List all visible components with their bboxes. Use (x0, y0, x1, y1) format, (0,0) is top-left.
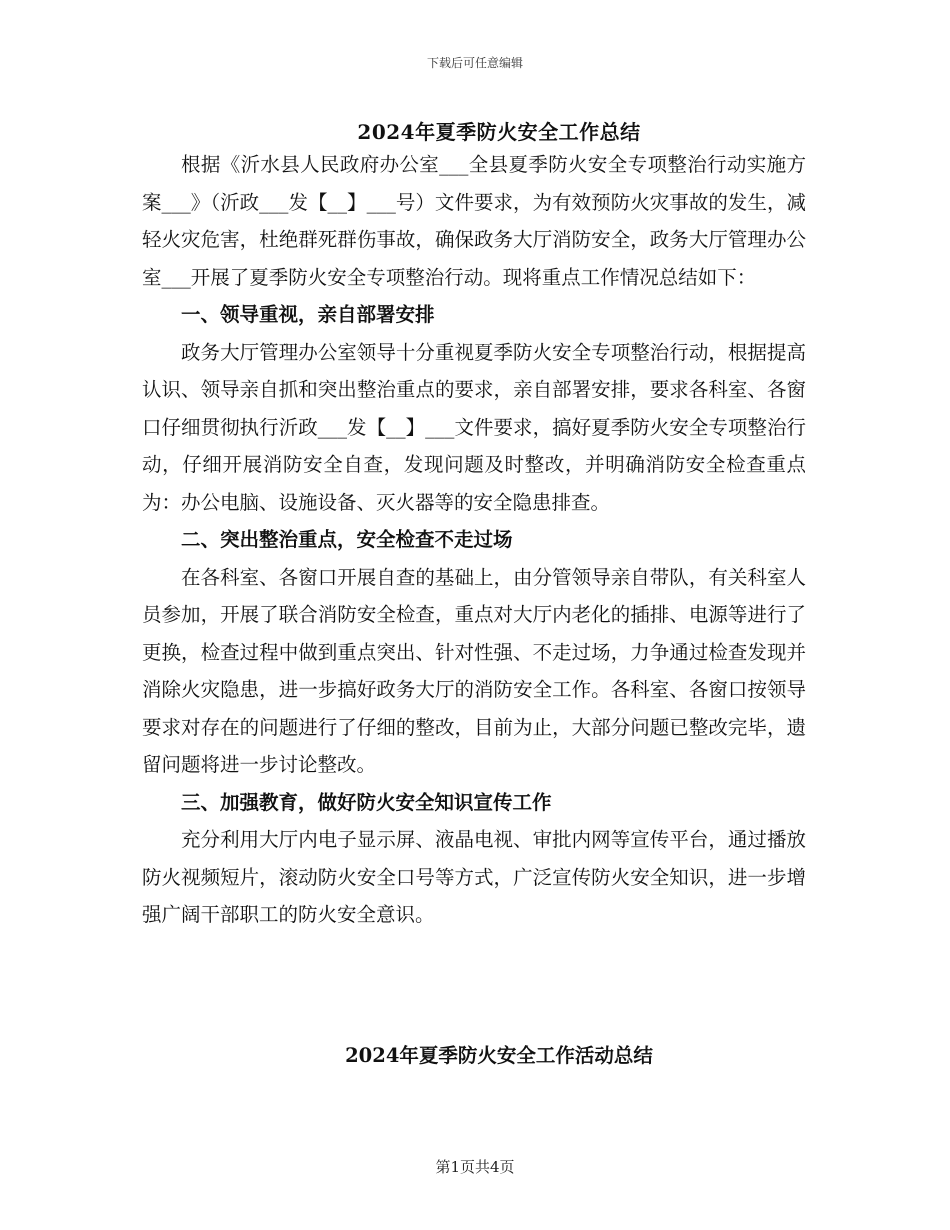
page-number: 第1页共4页 (435, 1158, 515, 1176)
section-heading-3: 三、加强教育，做好防火安全知识宣传工作 (181, 790, 552, 814)
intro-paragraph: 根据《沂水县人民政府办公室___全县夏季防火安全专项整治行动实施方案___》（沂政___发【__】___号）文件要求，为有效预防火灾事故的发生，减轻火灾危害，杜绝群死群伤事故，确保政务大厅消防安全，政务大厅管理办公室___开展了夏季防火安全专项整治行动。现将重点工作情况总结如下： (142, 153, 806, 289)
page-title: 2024年夏季防火安全工作总结 (357, 120, 641, 144)
section-heading-2: 二、突出整治重点，安全检查不走过场 (181, 528, 513, 551)
section-paragraph-3: 充分利用大厅内电子显示屏、液晶电视、审批内网等宣传平台，通过播放防火视频短片，滚动防火安全口号等方式，广泛宣传防火安全知识，进一步增强广阔干部职工的防火安全意识。 (142, 828, 806, 926)
document-body (142, 146, 806, 934)
section-paragraph-2: 在各科室、各窗口开展自查的基础上，由分管领导亲自带队，有关科室人员参加，开展了联合消防安全检查，重点对大厅内老化的插排、电源等进行了更换，检查过程中做到重点突出、针对性强、不走过场，力争通过检查发现并消除火灾隐患，进一步搞好政务大厅的消防安全工作。各科室、各窗口按领导要求对存在的问题进行了仔细的整改，目前为止，大部分问题已整改完毕，遗留问题将进一步讨论整改。 (142, 565, 806, 776)
download-note: 下载后可任意编辑 (426, 56, 523, 70)
section-paragraph-1: 政务大厅管理办公室领导十分重视夏季防火安全专项整治行动，根据提高认识、领导亲自抓和突出整治重点的要求，亲自部署安排，要求各科室、各窗口仔细贯彻执行沂政___发【__】___文件要求，搞好夏季防火安全专项整治行动，仔细开展消防安全自查，发现问题及时整改，并明确消防安全检查重点为：办公电脑、设施设备、灭火器等的安全隐患排查。 (142, 340, 806, 514)
section-heading-1: 一、领导重视，亲自部署安排 (181, 303, 435, 326)
next-document-title: 2024年夏季防火安全工作活动总结 (345, 1044, 653, 1067)
